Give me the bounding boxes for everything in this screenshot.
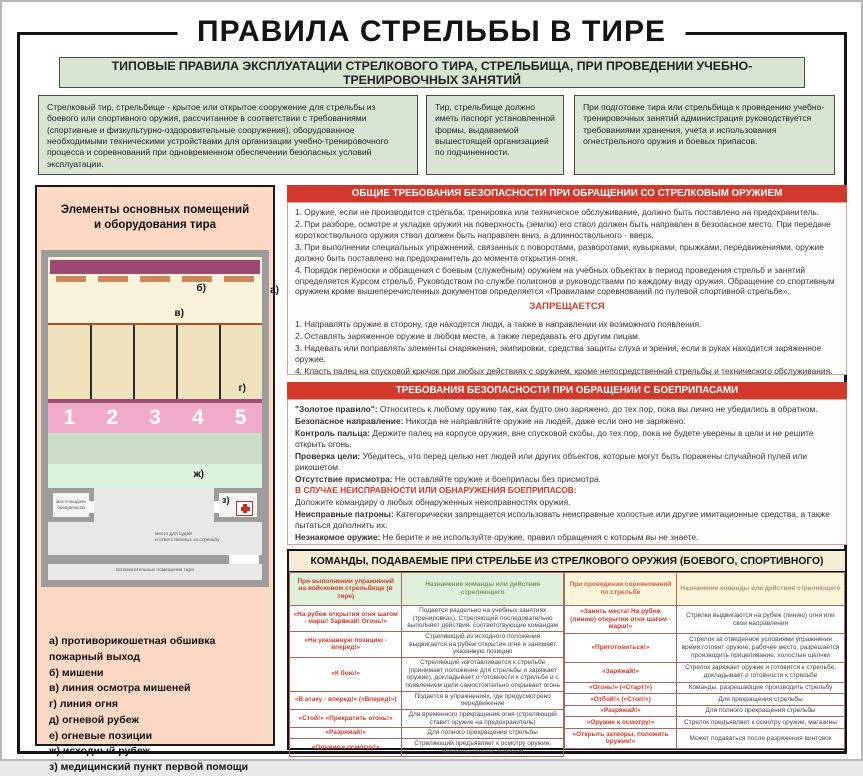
commands-title: КОМАНДЫ, ПОДАВАЕМЫЕ ПРИ СТРЕЛЬБЕ ИЗ СТРЕЛКОВОГО ОРУЖИЯ (БОЕВОГО, СПОРТИВНОГО) — [289, 551, 845, 572]
description-cell: Подается в упражнениях, где предусмотрено передвижение — [402, 691, 564, 709]
table-row — [565, 694, 845, 706]
ammo-safety-box — [287, 399, 847, 545]
malfunction-warning-text: Доложите командиру о любых обнаруженных неисправностях оружия. — [295, 497, 571, 508]
label-a: а) — [270, 285, 279, 296]
column-header: При выполнении упражнений на войсковом стрельбище (в тире) — [290, 573, 402, 606]
legend-item: б) мишени — [49, 666, 104, 679]
commands-body — [289, 572, 845, 755]
target — [56, 276, 86, 282]
legend-item: в) линия осмотра мишеней — [49, 682, 191, 695]
description-cell: Для временного прекращения огня (стреляющий ставит оружие на предохранитель) — [402, 709, 564, 727]
command-cell: «К бою!» — [290, 657, 402, 691]
command-cell: «Открыть затворы, положить оружие!» — [565, 728, 677, 748]
description-cell: Может подаваться после разряжения винтовок — [677, 728, 845, 748]
description-cell: Стрелок за отведенное условиями упражнения время готовит оружие, рабочее место, разрешается производить прицеливание, холостые щелчки — [677, 634, 845, 662]
shooting-range-diagram — [41, 250, 279, 587]
command-cell: «На рубеж открытия огня шагом - марш! Заряжай! Огонь!» — [290, 606, 402, 632]
table-row — [290, 657, 564, 691]
legend-item: ж) исходный рубеж — [49, 745, 150, 758]
description-cell: Стрелок предъявляет к осмотру оружие, магазины — [677, 717, 845, 729]
command-cell: «Отбой!» («Стоп!») — [565, 694, 677, 706]
diagram-panel — [35, 185, 279, 773]
ammo-rule: Безопасное направление: Никогда не направляйте оружие на людей, даже если оно не заряжено. — [295, 415, 686, 426]
command-cell: «Разряжай!» — [290, 728, 402, 739]
diagram-legend — [49, 634, 269, 776]
malfunction-warning-title: В СЛУЧАЕ НЕИСПРАВНОСТИ ИЛИ ОБНАРУЖЕНИЯ БОЕПРИПАСОВ: — [295, 485, 577, 496]
general-safety-box — [287, 202, 847, 375]
red-cross-icon — [236, 501, 253, 516]
command-cell: «Стой!» «Прекратить огонь!» — [290, 709, 402, 727]
firing-positions-band — [48, 403, 262, 433]
intro-box-definition: Стрелковый тир, стрельбище - крытое или открытое сооружение для стрельбы из боевого или спортивного оружия, рассчитанное в соответствии с требованиями (спортивные и физкультурно-оздоровительные сооружения), оборудованное необходимыми техническими устройствами для организации учебно-тренировочного процесса и соревнований при одновременном обеспечении безопасных условий эксплуатации. — [38, 95, 418, 175]
description-cell: Стреляющий из исходного положения выдвигается на рубеж открытия огня и занимает указанную позицию — [402, 631, 564, 657]
label-v: в) — [174, 308, 184, 319]
target — [224, 276, 254, 282]
rule-item: 1. Оружие, если не производится стрельба, тренировка или техническое обслуживание, должно быть поставлено на предохранитель. — [295, 207, 820, 217]
table-row — [565, 705, 845, 717]
column-header: Назначение команды или действия стреляющего — [677, 573, 845, 606]
diagram-title: Элементы основных помещений и оборудования тира — [60, 204, 250, 231]
label-z: з) — [222, 495, 230, 505]
table-row — [565, 606, 845, 634]
command-cell: «Оружие к осмотру!» — [290, 738, 402, 756]
rule-item: 3. При выполнении специальных упражнений, связанных с поворотами, разворотами, кувырками, прыжками, передвижениями, оружие должно быть поставлено на предохранитель до момента открытия огня. — [295, 241, 824, 263]
legend-item: з) медицинский пункт первой помощи — [49, 761, 249, 773]
description-cell: Подается раздельно на учебных занятиях (тренировках). Стреляющий последовательно выполняет действия, соответствующие командам — [402, 606, 564, 632]
forbidden-item: 1. Направлять оружие в сторону, где находятся люди, а также в направлении их возможного появления. — [295, 318, 702, 329]
intro-box-passport: Тир, стрельбище должно иметь паспорт установленной формы, выдаваемой вышестоящей организацией по подчиненности. — [426, 95, 564, 175]
page-title: ПРАВИЛА СТРЕЛЬБЫ В ТИРЕ — [177, 13, 686, 51]
ammo-rule: Неисправные патроны: Категорически запрещается использовать неисправные холостые или другие имитационные средства, а также пытаться дополнить их. — [295, 509, 830, 531]
command-cell: «На указанную позицию - вперед!» — [290, 631, 402, 657]
command-cell: «Разряжай!» — [565, 705, 677, 717]
door — [89, 501, 94, 513]
intro-box-preparation: При подготовке тира или стрельбища к проведению учебно-тренировочных занятий администрация руководствуется требованиями хранения, учета и использования огнестрельного оружия и боевых припасов. — [574, 95, 835, 175]
ammo-rule: Отсутствие присмотра: Не оставляйте оружие и боеприпасы без присмотра. — [295, 473, 601, 484]
ammo-issue-room — [48, 488, 94, 522]
commands-table-competition — [564, 572, 845, 749]
label-g: г) — [238, 383, 246, 394]
command-cell: «Занять места! На рубеж (линию) открытия огня шагом - марш!» — [565, 606, 677, 634]
command-cell: «В атаку - вперед!» («Вперед!») — [290, 691, 402, 709]
section-header-general-safety: ОБЩИЕ ТРЕБОВАНИЯ БЕЗОПАСНОСТИ ПРИ ОБРАЩЕНИИ СО СТРЕЛКОВЫМ ОРУЖИЕМ — [287, 185, 847, 202]
rule-item: 2. При разборе, осмотре и укладке оружия на поверхность (землю) его ствол должен быть направлен в безопасное место. При передаче короткоствольного оружия ствол должен быть направлен вниз, а длинноствольного - вверх. — [295, 218, 831, 240]
description-cell: Стрелки выдвигаются на рубеж (линию) огня или свои направления — [677, 606, 845, 634]
target — [182, 276, 212, 282]
lane-number: 3 — [149, 406, 161, 429]
description-cell: Команды, разрешающие производить стрельбу — [677, 682, 845, 694]
legend-item: г) линия огня — [49, 698, 119, 710]
commands-section — [287, 549, 847, 755]
table-row — [565, 682, 845, 694]
table-row — [290, 728, 564, 739]
ammo-rule: Незнакомое оружие: Не берите и не используйте оружие, правил обращения с которым вы не знаете. — [295, 532, 699, 543]
commands-table-range — [289, 572, 564, 757]
lane-number: 1 — [63, 406, 76, 429]
subtitle-box: ТИПОВЫЕ ПРАВИЛА ЭКСПЛУАТАЦИИ СТРЕЛКОВОГО ТИРА, СТРЕЛЬБИЩА, ПРИ ПРОВЕДЕНИИ УЧЕБНО-ТРЕНИРОВОЧНЫХ ЗАНЯТИЙ — [59, 57, 805, 88]
table-row — [565, 662, 845, 682]
table-row — [290, 709, 564, 727]
lanes-area — [48, 325, 262, 399]
command-cell: «Приготовиться!» — [565, 634, 677, 662]
service-area — [48, 488, 262, 580]
description-cell: Для полного прекращения стрельбы — [677, 705, 845, 717]
section-header-ammo-safety: ТРЕБОВАНИЯ БЕЗОПАСНОСТИ ПРИ ОБРАЩЕНИИ С БОЕПРИПАСАМИ — [287, 382, 847, 399]
targets-row — [50, 276, 260, 282]
inner-wall — [48, 555, 262, 564]
ammo-rule: "Золотое правило": Относитесь к любому оружию так, как будто оно заряжено, до тех пор, пока вы лично не убедились в обратном. — [295, 404, 818, 414]
lane-number: 2 — [106, 406, 119, 429]
door — [214, 501, 219, 513]
ammo-rule: Контроль пальца: Держите палец на корпусе оружия, вне спусковой скобы, до тех пор, пока не будете уверены в цели и не решите открыть огонь. — [295, 427, 814, 449]
command-cell: «Заряжай!» — [565, 662, 677, 682]
start-zone-band — [48, 433, 262, 464]
ammo-rule: Проверка цели: Убедитесь, что перед целью нет людей или других объектов, которые могут быть поражены случайной пулей или рикошетом. — [295, 450, 807, 472]
description-cell: Стреляющий предъявляет к осмотру оружие, магазины (ленты, коробки) — [402, 738, 564, 756]
legend-item: а) противорикошетная обшивка пожарный выход — [49, 635, 216, 663]
column-header: Назначение команды или действия стреляющего — [402, 573, 564, 606]
table-row — [290, 631, 564, 657]
forbidden-item: 3. Надевать или поправлять элементы снаряжения, экипировки, средства защиты слуха и зрения, если в руках находится заряженное оружие. — [295, 342, 822, 364]
legend-item: е) огневые позиции — [49, 729, 153, 742]
description-cell: Стреляющий изготавливается к стрельбе (принимает положение для стрельбы и заряжает оружие), докладывает о готовности к стрельбе и с появлением цели самостоятельно открывает огонь — [402, 657, 564, 691]
table-row — [290, 606, 564, 632]
doorway — [229, 555, 259, 564]
legend-item: д) огневой рубеж — [49, 713, 139, 726]
table-row — [565, 728, 845, 748]
label-zh: ж) — [193, 469, 204, 480]
command-cell: «Оружие к осмотру!» — [565, 717, 677, 729]
target — [140, 276, 170, 282]
command-cell: «Огонь!» («Старт!») — [565, 682, 677, 694]
forbidden-title: ЗАПРЕЩАЕТСЯ — [529, 301, 605, 313]
anti-ricochet-lining — [50, 260, 260, 274]
description-cell: Для полного прекращения стрельбы — [402, 728, 564, 739]
rule-item: 4. Порядок переноски и обращения с боевым (служебным) оружием на учебных объектах в период проведения стрельб и занятий определяется Курсом стрельб, Руководством по службе полигонов и руководствами по каждому виду оружия. Обращение со спортивным оружием кроме вышеперечисленных документов определяется «Правилами соревнований по пулевой спортивной стрельбе». — [295, 264, 835, 297]
initial-line-band — [48, 464, 262, 488]
column-header: При проведении соревнований по стрельбе — [565, 573, 677, 606]
auxiliary-rooms-label: вспомогательные помещения тира — [116, 568, 194, 573]
table-row — [565, 634, 845, 662]
forbidden-item: 2. Оставлять заряженное оружие в любом месте, а также передавать его другим лицам. — [295, 330, 641, 341]
judges-area-label: место для судей и ответственных за стрельбу — [155, 532, 220, 544]
label-b: б) — [196, 283, 206, 294]
description-cell: Для прекращения стрельбы — [677, 694, 845, 706]
lane-number: 4 — [191, 406, 204, 429]
description-cell: Стрелок заряжает оружие и готовится к стрельбе, докладывает о готовности к стрельбе — [677, 662, 845, 682]
table-row — [290, 738, 564, 756]
forbidden-item: 4. Класть палец на спусковой крючок при любых действиях с оружием, кроме непосредственной стрельбы и технического обслуживания. — [295, 365, 833, 376]
lane-number: 5 — [234, 406, 247, 429]
target — [98, 276, 128, 282]
table-row — [565, 717, 845, 729]
ammo-room-label: место выдачи боеприпасов — [56, 499, 86, 510]
table-row — [290, 691, 564, 709]
medical-room — [214, 488, 262, 522]
